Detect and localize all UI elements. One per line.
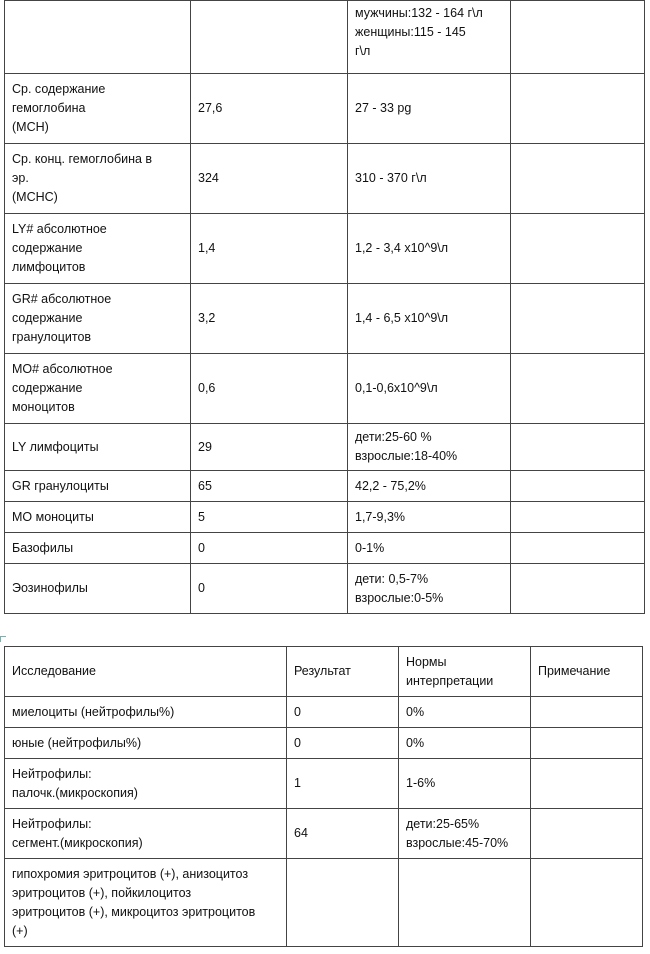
- row-norm: дети: 0,5-7% взрослые:0-5%: [348, 564, 511, 614]
- row-norm: [399, 859, 531, 947]
- row-result: 64: [287, 809, 399, 859]
- row-name: Нейтрофилы: сегмент.(микроскопия): [5, 809, 287, 859]
- row-note: [511, 354, 645, 424]
- row-name: гипохромия эритроцитов (+), анизоцитоз эритроцитов (+), пойкилоцитоз эритроцитов (+), микроцитоз эритроцитов (+): [5, 859, 287, 947]
- table-row: [5, 144, 645, 214]
- column-header-result: Результат: [287, 647, 399, 697]
- row-norm: 1-6%: [399, 759, 531, 809]
- row-name: GR# абсолютное содержание гранулоцитов: [5, 284, 191, 354]
- row-norm: 42,2 - 75,2%: [348, 471, 511, 502]
- table-row: [5, 284, 645, 354]
- row-name: Ср. конц. гемоглобина в эр. (MCHC): [5, 144, 191, 214]
- row-name: MO моноциты: [5, 502, 191, 533]
- row-norm: дети:25-65% взрослые:45-70%: [399, 809, 531, 859]
- row-note: [531, 859, 643, 947]
- table-row: [5, 502, 645, 533]
- table-anchor-marker: [0, 636, 6, 642]
- row-note: [511, 144, 645, 214]
- row-norm: 1,7-9,3%: [348, 502, 511, 533]
- row-result: [191, 1, 348, 74]
- row-name: Ср. содержание гемоглобина (MCH): [5, 74, 191, 144]
- row-norm: 0%: [399, 697, 531, 728]
- row-name: GR гранулоциты: [5, 471, 191, 502]
- table-row: [5, 859, 643, 947]
- row-name: юные (нейтрофилы%): [5, 728, 287, 759]
- row-note: [511, 533, 645, 564]
- table-row: [5, 533, 645, 564]
- table-row: [5, 74, 645, 144]
- table-row: [5, 471, 645, 502]
- table-row: [5, 697, 643, 728]
- table-header-row: [5, 647, 643, 697]
- blood-test-table: [4, 0, 645, 614]
- row-name: LY# абсолютное содержание лимфоцитов: [5, 214, 191, 284]
- row-result: 0: [191, 564, 348, 614]
- microscopy-table: [4, 646, 643, 947]
- row-note: [511, 284, 645, 354]
- row-norm: 27 - 33 pg: [348, 74, 511, 144]
- row-result: 5: [191, 502, 348, 533]
- row-result: 65: [191, 471, 348, 502]
- row-result: 324: [191, 144, 348, 214]
- row-norm: 1,2 - 3,4 x10^9\л: [348, 214, 511, 284]
- row-name: LY лимфоциты: [5, 424, 191, 471]
- row-norm: дети:25-60 % взрослые:18-40%: [348, 424, 511, 471]
- row-name: [5, 1, 191, 74]
- row-result: 1: [287, 759, 399, 809]
- row-note: [511, 471, 645, 502]
- row-note: [531, 728, 643, 759]
- row-note: [511, 502, 645, 533]
- table-row: [5, 728, 643, 759]
- row-norm: 1,4 - 6,5 x10^9\л: [348, 284, 511, 354]
- column-header-study: Исследование: [5, 647, 287, 697]
- row-norm: 310 - 370 г\л: [348, 144, 511, 214]
- table-row: [5, 1, 645, 74]
- row-name: MO# абсолютное содержание моноцитов: [5, 354, 191, 424]
- table-row: [5, 424, 645, 471]
- row-name: миелоциты (нейтрофилы%): [5, 697, 287, 728]
- row-note: [531, 759, 643, 809]
- row-norm: 0,1-0,6x10^9\л: [348, 354, 511, 424]
- row-note: [531, 697, 643, 728]
- row-norm: 0-1%: [348, 533, 511, 564]
- row-note: [531, 809, 643, 859]
- row-result: 0: [287, 697, 399, 728]
- table-row: [5, 564, 645, 614]
- row-result: 1,4: [191, 214, 348, 284]
- row-note: [511, 1, 645, 74]
- row-note: [511, 424, 645, 471]
- row-note: [511, 74, 645, 144]
- column-header-norms: Нормы интерпретации: [399, 647, 531, 697]
- row-result: 27,6: [191, 74, 348, 144]
- row-result: 0: [191, 533, 348, 564]
- row-note: [511, 214, 645, 284]
- table-row: [5, 759, 643, 809]
- row-name: Базофилы: [5, 533, 191, 564]
- row-norm: 0%: [399, 728, 531, 759]
- row-name: Эозинофилы: [5, 564, 191, 614]
- row-result: [287, 859, 399, 947]
- column-header-note: Примечание: [531, 647, 643, 697]
- row-note: [511, 564, 645, 614]
- row-result: 29: [191, 424, 348, 471]
- table-row: [5, 809, 643, 859]
- table-row: [5, 214, 645, 284]
- row-name: Нейтрофилы: палочк.(микроскопия): [5, 759, 287, 809]
- row-result: 3,2: [191, 284, 348, 354]
- table-row: [5, 354, 645, 424]
- row-norm: мужчины:132 - 164 г\л женщины:115 - 145 г\л: [348, 1, 511, 74]
- row-result: 0: [287, 728, 399, 759]
- row-result: 0,6: [191, 354, 348, 424]
